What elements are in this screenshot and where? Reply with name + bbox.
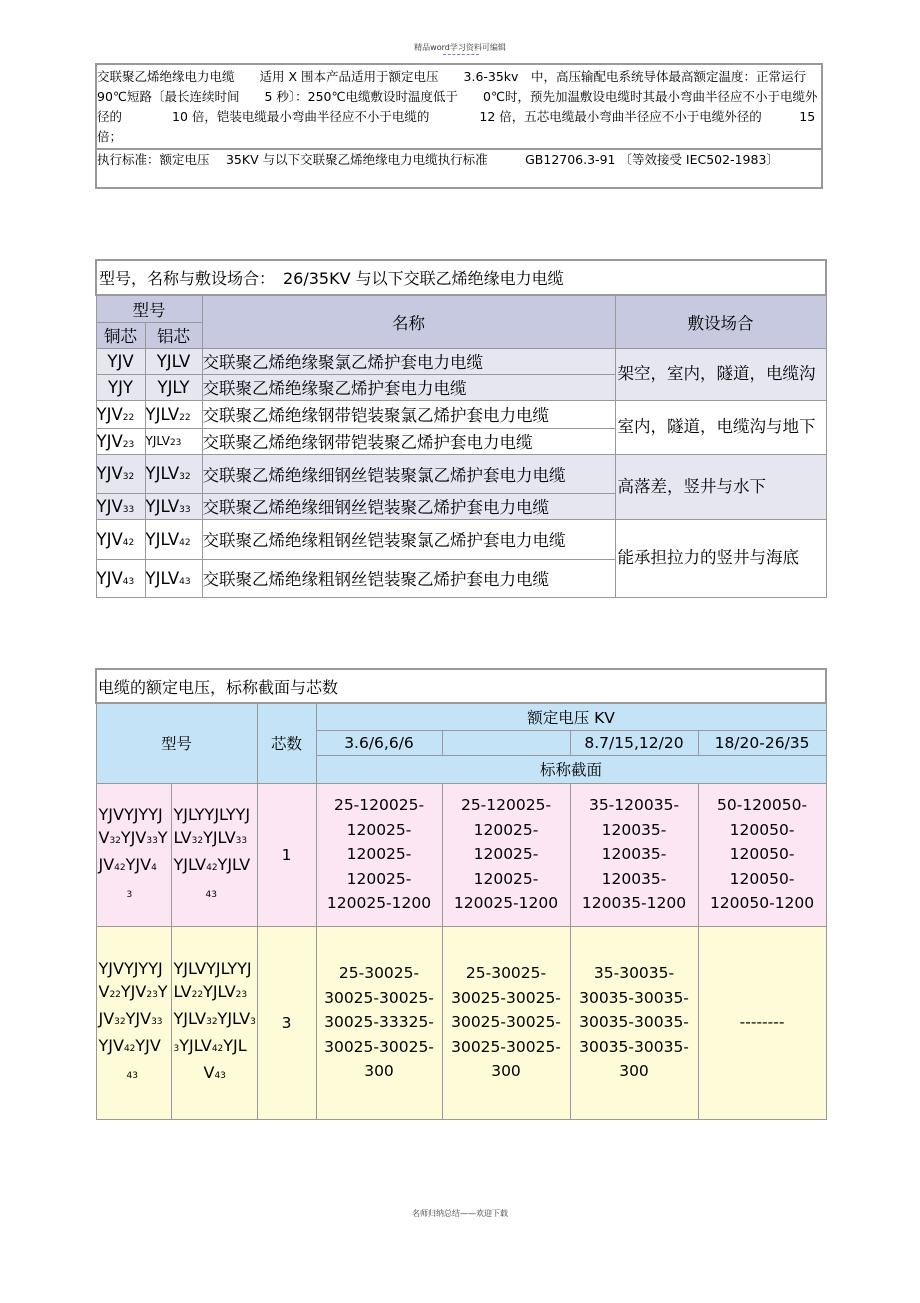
laying-place: 能承担拉力的竖井与海底 — [615, 519, 826, 597]
model-al: YJLV42 — [145, 519, 202, 559]
model-al-list: YJLVYJLYYJLV22YJLV23YJLV32YJLV33YJLV42YJL V43 — [171, 926, 257, 1119]
page-header-note: 精品word学习资料可编辑 — [414, 43, 506, 52]
cable-name: 交联聚乙烯绝缘粗钢丝铠装聚氯乙烯护套电力电缆 — [202, 519, 615, 559]
table2-title: 电缆的额定电压，标称截面与芯数 — [96, 669, 826, 703]
laying-place: 室内，隧道，电缆沟与地下 — [615, 400, 826, 454]
head-cores: 芯数 — [257, 703, 316, 783]
model-al: YJLV43 — [145, 559, 202, 597]
table-row — [96, 926, 826, 1119]
table-row — [96, 783, 826, 926]
voltage-option: 18/20-26/35 — [698, 730, 826, 755]
model-al: YJLY — [145, 374, 202, 400]
core-count: 3 — [257, 926, 316, 1119]
section-values: 35-120035- 120035- 120035- 120035- 120035-1200 — [570, 783, 698, 926]
section-values: 25-30025- 30025-30025- 30025-30025- 30025-30025- 300 — [442, 926, 570, 1119]
model-name-table — [95, 259, 825, 598]
head-model: 型号 — [96, 703, 257, 783]
cable-name: 交联聚乙烯绝缘细钢丝铠装聚氯乙烯护套电力电缆 — [202, 454, 615, 493]
section-values: -------- — [698, 926, 826, 1119]
voltage-option: 8.7/15,12/20 — [570, 730, 698, 755]
page-footer-note: 名师归纳总结——欢迎下载 — [412, 1209, 508, 1218]
model-cu: YJV33 — [96, 493, 145, 519]
intro-paragraph: 交联聚乙烯绝缘电力电缆 适用 X 围本产品适用于额定电压 3.6-35kv 中，高压输配电系统导体最高额定温度：正常运行 90℃短路〔最长连续时间 5 秒〕：250℃电缆敷设时温度低于 0℃时，预先加温敷设电缆时其最小弯曲半径应不小于电缆外径的 10 倍，铠装电缆最小弯曲半径应不小于电缆的 12 倍，五芯电缆最小弯曲半径应不小于电缆外径的 15 倍； — [97, 69, 819, 144]
model-cu: YJV — [96, 348, 145, 374]
model-cu: YJV22 — [96, 400, 145, 428]
section-values: 25-120025- 120025- 120025- 120025- 120025-1200 — [442, 783, 570, 926]
model-al: YJLV — [145, 348, 202, 374]
voltage-section-table — [95, 668, 825, 1120]
model-cu: YJV42 — [96, 519, 145, 559]
core-count: 1 — [257, 783, 316, 926]
model-al: YJLV32 — [145, 454, 202, 493]
table1-title: 型号，名称与敷设场合： 26/35KV 与以下交联乙烯绝缘电力电缆 — [96, 260, 826, 295]
head-al: 铝芯 — [145, 322, 202, 348]
model-cu-list: YJVYJYYJV32YJV33YJV42YJV4 3 — [96, 783, 171, 926]
section-values: 25-120025- 120025- 120025- 120025- 120025-1200 — [316, 783, 442, 926]
section-values: 35-30035- 30035-30035- 30035-30035- 30035-30035- 300 — [570, 926, 698, 1119]
cable-name: 交联聚乙烯绝缘钢带铠装聚乙烯护套电力电缆 — [202, 428, 615, 454]
head-name: 名称 — [202, 295, 615, 348]
model-cu-list: YJVYJYYJV22YJV23YJV32YJV33YJV42YJV 43 — [96, 926, 171, 1119]
table-row — [96, 400, 826, 428]
table-row — [96, 519, 826, 559]
cable-name: 交联聚乙烯绝缘钢带铠装聚氯乙烯护套电力电缆 — [202, 400, 615, 428]
head-cu: 铜芯 — [96, 322, 145, 348]
head-place: 敷设场合 — [615, 295, 826, 348]
table-row — [96, 454, 826, 493]
model-cu: YJV23 — [96, 428, 145, 454]
header-divider — [443, 54, 479, 55]
model-cu: YJY — [96, 374, 145, 400]
model-al: YJLV22 — [145, 400, 202, 428]
cable-name: 交联聚乙烯绝缘细钢丝铠装聚乙烯护套电力电缆 — [202, 493, 615, 519]
model-al-list: YJLYYJLYYJLV32YJLV33YJLV42YJLV 43 — [171, 783, 257, 926]
cable-name: 交联聚乙烯绝缘粗钢丝铠装聚乙烯护套电力电缆 — [202, 559, 615, 597]
head-section: 标称截面 — [316, 755, 826, 783]
laying-place: 高落差，竖井与水下 — [615, 454, 826, 519]
model-al: YJLV23 — [145, 428, 202, 454]
standard-paragraph: 执行标准：额定电压 35KV 与以下交联聚乙烯绝缘电力电缆执行标准 GB12706.3-91 〔等效接受 IEC502-1983〕 — [97, 152, 779, 167]
voltage-option: 3.6/6,6/6 — [316, 730, 442, 755]
model-al: YJLV33 — [145, 493, 202, 519]
intro-divider — [97, 148, 821, 150]
section-values: 25-30025- 30025-30025- 30025-33325- 30025-30025- 300 — [316, 926, 442, 1119]
head-model: 型号 — [96, 295, 202, 322]
cable-name: 交联聚乙烯绝缘聚乙烯护套电力电缆 — [202, 374, 615, 400]
voltage-option — [442, 730, 570, 755]
head-voltage: 额定电压 KV — [316, 703, 826, 730]
laying-place: 架空，室内，隧道，电缆沟 — [615, 348, 826, 400]
model-cu: YJV43 — [96, 559, 145, 597]
table-row — [96, 348, 826, 374]
model-cu: YJV32 — [96, 454, 145, 493]
intro-box — [95, 63, 823, 189]
section-values: 50-120050- 120050- 120050- 120050- 120050-1200 — [698, 783, 826, 926]
cable-name: 交联聚乙烯绝缘聚氯乙烯护套电力电缆 — [202, 348, 615, 374]
